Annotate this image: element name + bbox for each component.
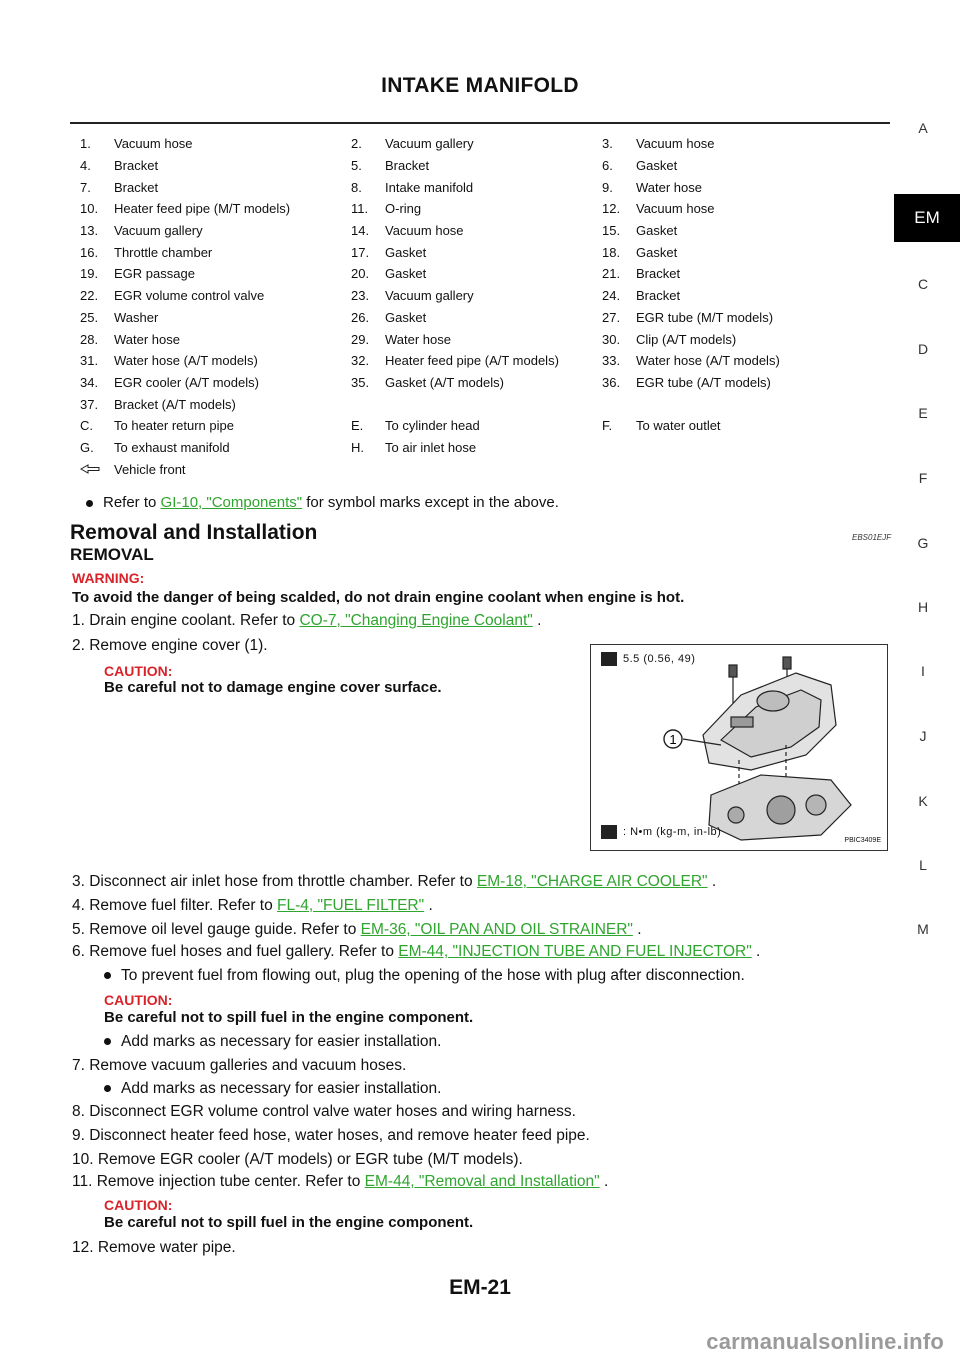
legend-row	[70, 198, 876, 220]
legend-cell	[341, 393, 592, 415]
legend-label: Heater feed pipe (M/T models)	[114, 201, 291, 217]
legend-number: 3.	[602, 136, 613, 152]
legend-label: Bracket (A/T models)	[114, 396, 236, 412]
legend-row	[70, 415, 876, 437]
legend-label: Vacuum hose	[636, 201, 715, 217]
side-index-m[interactable]: M	[917, 921, 929, 937]
caution-text: Be careful not to damage engine cover surface.	[104, 679, 442, 696]
legend-number: 26.	[351, 309, 370, 325]
legend-cell	[70, 437, 341, 459]
legend-cell	[70, 220, 341, 242]
legend-number: 7.	[80, 179, 91, 195]
legend-row	[70, 350, 876, 372]
side-index-h[interactable]: H	[917, 599, 929, 615]
legend-number: 36.	[602, 374, 621, 390]
legend-cell	[592, 198, 876, 220]
legend-cell	[592, 241, 876, 263]
step-6-bullet-1: To prevent fuel from flowing out, plug the opening of the hose with plug after disconnection.	[104, 967, 745, 985]
link-fl-4[interactable]: FL-4, "FUEL FILTER"	[277, 897, 425, 914]
legend-cell	[341, 350, 592, 372]
step-3: 3. Disconnect air inlet hose from throttle chamber. Refer to EM-18, "CHARGE AIR COOLER" .	[72, 873, 717, 890]
parts-legend-table	[70, 133, 876, 480]
legend-label: Clip (A/T models)	[636, 331, 737, 347]
legend-number: 14.	[351, 223, 370, 239]
callout-1: 1	[669, 732, 677, 747]
legend-label: Water hose (A/T models)	[114, 353, 258, 369]
legend-number: 12.	[602, 201, 621, 217]
legend-cell	[592, 393, 876, 415]
legend-cell	[70, 393, 341, 415]
step-4: 4. Remove fuel filter. Refer to FL-4, "FUEL FILTER" .	[72, 897, 433, 914]
legend-label: Gasket	[636, 223, 678, 239]
bullet-dot	[86, 500, 93, 507]
legend-cell	[70, 176, 341, 198]
legend-label: Water hose (A/T models)	[636, 353, 780, 369]
legend-cell	[70, 328, 341, 350]
link-gi-10-components[interactable]: GI-10, "Components"	[160, 494, 303, 511]
legend-label: Heater feed pipe (A/T models)	[385, 353, 559, 369]
legend-label: To heater return pipe	[114, 418, 234, 434]
legend-number: 31.	[80, 353, 99, 369]
legend-label: Gasket	[636, 158, 678, 174]
side-index-em[interactable]: EM	[894, 194, 960, 242]
caution-label: CAUTION:	[104, 1197, 173, 1213]
legend-label: Vehicle front	[114, 461, 186, 477]
legend-cell	[592, 328, 876, 350]
side-index-i[interactable]: I	[921, 663, 925, 679]
legend-number: 8.	[351, 179, 362, 195]
legend-number: 24.	[602, 288, 621, 304]
legend-number: 10.	[80, 201, 99, 217]
legend-cell	[341, 285, 592, 307]
legend-cell	[592, 133, 876, 155]
legend-row	[70, 263, 876, 285]
legend-label: Water hose	[114, 331, 180, 347]
legend-cell	[70, 350, 341, 372]
legend-label: To air inlet hose	[385, 439, 477, 455]
legend-number: 29.	[351, 331, 370, 347]
side-index-e[interactable]: E	[918, 405, 928, 421]
legend-number: 37.	[80, 396, 99, 412]
legend-number: 30.	[602, 331, 621, 347]
step-9: 9. Disconnect heater feed hose, water hoses, and remove heater feed pipe.	[72, 1127, 590, 1144]
legend-row	[70, 155, 876, 177]
legend-number: 5.	[351, 158, 362, 174]
legend-label: Gasket	[385, 309, 427, 325]
legend-label: O-ring	[385, 201, 422, 217]
legend-row	[70, 176, 876, 198]
warning-text: To avoid the danger of being scalded, do not drain engine coolant when engine is hot.	[72, 589, 685, 606]
legend-cell	[592, 350, 876, 372]
bullet-dot	[104, 1038, 111, 1045]
legend-number: 22.	[80, 288, 99, 304]
legend-number: E.	[351, 418, 364, 434]
legend-cell	[70, 285, 341, 307]
bullet-dot	[104, 1085, 111, 1092]
legend-row	[70, 133, 876, 155]
legend-number: 34.	[80, 374, 99, 390]
page-number: EM-21	[449, 1276, 511, 1299]
legend-number: 25.	[80, 309, 99, 325]
legend-number: 1.	[80, 136, 91, 152]
legend-label: EGR passage	[114, 266, 195, 282]
legend-label: Gasket	[636, 244, 678, 260]
legend-cell	[341, 241, 592, 263]
legend-cell	[70, 307, 341, 329]
page-title: INTAKE MANIFOLD	[381, 74, 579, 97]
legend-label: Gasket (A/T models)	[385, 374, 504, 390]
legend-number: 2.	[351, 136, 362, 152]
side-index-g[interactable]: G	[917, 535, 929, 551]
legend-number: G.	[80, 439, 94, 455]
legend-number: 28.	[80, 331, 99, 347]
bullet-dot	[104, 972, 111, 979]
legend-cell	[592, 176, 876, 198]
figure-id: PBIC3409E	[844, 837, 881, 844]
legend-row	[70, 307, 876, 329]
legend-cell	[70, 263, 341, 285]
side-index-k[interactable]: K	[918, 793, 928, 809]
legend-cell	[592, 415, 876, 437]
legend-cell	[341, 372, 592, 394]
warning-label: WARNING:	[72, 570, 145, 586]
legend-label: Bracket	[114, 179, 159, 195]
legend-label: Gasket	[385, 244, 427, 260]
legend-cell	[341, 198, 592, 220]
legend-row	[70, 458, 876, 480]
step-5: 5. Remove oil level gauge guide. Refer to EM-36, "OIL PAN AND OIL STRAINER" .	[72, 921, 642, 938]
caution-label: CAUTION:	[104, 663, 173, 679]
caution-text: Be careful not to spill fuel in the engine component.	[104, 1009, 474, 1026]
legend-cell	[592, 372, 876, 394]
step-6: 6. Remove fuel hoses and fuel gallery. Refer to EM-44, "INJECTION TUBE AND FUEL INJECTOR" .	[72, 943, 761, 960]
wrench-icon	[601, 825, 617, 839]
step-10: 10. Remove EGR cooler (A/T models) or EGR tube (M/T models).	[72, 1151, 523, 1168]
legend-number: 13.	[80, 223, 99, 239]
legend-label: EGR cooler (A/T models)	[114, 374, 259, 390]
side-index-f[interactable]: F	[918, 470, 928, 486]
engine-cover-figure	[590, 644, 888, 851]
legend-number: H.	[351, 439, 364, 455]
legend-number: 20.	[351, 266, 370, 282]
legend-row	[70, 372, 876, 394]
legend-row	[70, 220, 876, 242]
legend-cell	[70, 415, 341, 437]
legend-label: To exhaust manifold	[114, 439, 230, 455]
legend-cell	[341, 133, 592, 155]
legend-cell	[592, 307, 876, 329]
side-index-j[interactable]: J	[919, 728, 927, 744]
legend-number: 27.	[602, 309, 621, 325]
engine-cover-illustration	[591, 645, 887, 850]
refer-prefix: Refer to	[103, 494, 161, 511]
legend-number: 35.	[351, 374, 370, 390]
link-em-18[interactable]: EM-18, "CHARGE AIR COOLER"	[476, 873, 708, 890]
legend-label: EGR tube (M/T models)	[636, 309, 774, 325]
legend-number: 9.	[602, 179, 613, 195]
legend-number: 6.	[602, 158, 613, 174]
link-co-7[interactable]: CO-7, "Changing Engine Coolant"	[299, 612, 533, 629]
legend-cell	[70, 155, 341, 177]
legend-label: Bracket	[114, 158, 159, 174]
legend-label: Bracket	[636, 288, 681, 304]
legend-cell	[70, 133, 341, 155]
legend-number: 33.	[602, 353, 621, 369]
legend-cell	[592, 263, 876, 285]
section-code: EBS01EJF	[852, 533, 892, 542]
legend-cell	[70, 372, 341, 394]
side-index-l[interactable]: L	[919, 857, 927, 873]
legend-cell	[341, 220, 592, 242]
legend-cell	[592, 155, 876, 177]
header-rule	[70, 122, 890, 124]
step-7: 7. Remove vacuum galleries and vacuum hoses.	[72, 1057, 407, 1074]
legend-number: 16.	[80, 244, 99, 260]
legend-cell	[341, 415, 592, 437]
subsection-title: REMOVAL	[70, 545, 154, 564]
unit-label: : N•m (kg-m, in-lb)	[601, 825, 721, 839]
legend-cell	[341, 307, 592, 329]
step-7-bullet: Add marks as necessary for easier installation.	[104, 1080, 441, 1098]
section-title: Removal and Installation	[70, 521, 318, 544]
legend-cell	[341, 263, 592, 285]
torque-label: 5.5 (0.56, 49)	[601, 652, 695, 666]
legend-number: 23.	[351, 288, 370, 304]
legend-number: 4.	[80, 158, 91, 174]
link-em-44-removal[interactable]: EM-44, "Removal and Installation"	[364, 1173, 600, 1190]
step-11: 11. Remove injection tube center. Refer to EM-44, "Removal and Installation" .	[72, 1173, 609, 1190]
legend-cell	[70, 458, 341, 480]
legend-number: 32.	[351, 353, 370, 369]
legend-label: Vacuum hose	[385, 223, 464, 239]
legend-cell	[592, 285, 876, 307]
legend-cell	[592, 437, 876, 459]
refer-suffix: for symbol marks except in the above.	[302, 494, 559, 511]
legend-label: Bracket	[385, 158, 430, 174]
legend-cell	[70, 241, 341, 263]
legend-cell	[70, 198, 341, 220]
side-index-c[interactable]: C	[917, 276, 929, 292]
legend-label: Gasket	[385, 266, 427, 282]
legend-label: Vacuum hose	[636, 136, 715, 152]
watermark: carmanualsonline.info	[706, 1329, 944, 1354]
link-em-36[interactable]: EM-36, "OIL PAN AND OIL STRAINER"	[360, 921, 633, 938]
legend-label: Intake manifold	[385, 179, 474, 195]
legend-number: F.	[602, 418, 613, 434]
legend-row	[70, 393, 876, 415]
step-8: 8. Disconnect EGR volume control valve water hoses and wiring harness.	[72, 1103, 576, 1120]
legend-label: EGR volume control valve	[114, 288, 265, 304]
legend-number: 17.	[351, 244, 370, 260]
refer-note	[86, 494, 559, 511]
legend-label: Vacuum gallery	[385, 288, 474, 304]
side-index-a[interactable]: A	[918, 120, 928, 136]
legend-cell	[341, 437, 592, 459]
legend-label: Vacuum hose	[114, 136, 193, 152]
step-2: 2. Remove engine cover (1).	[72, 637, 268, 654]
step-12: 12. Remove water pipe.	[72, 1239, 236, 1256]
legend-number: 21.	[602, 266, 621, 282]
side-index-d[interactable]: D	[917, 341, 929, 357]
legend-label: Vacuum gallery	[385, 136, 474, 152]
legend-row	[70, 285, 876, 307]
legend-cell	[592, 220, 876, 242]
step-1: 1. Drain engine coolant. Refer to CO-7, "Changing Engine Coolant" .	[72, 612, 542, 629]
legend-label: Water hose	[385, 331, 451, 347]
legend-label: Washer	[114, 309, 159, 325]
vehicle-front-arrow-icon	[70, 462, 114, 477]
legend-label: To water outlet	[636, 418, 721, 434]
legend-row	[70, 328, 876, 350]
caution-label: CAUTION:	[104, 992, 173, 1008]
legend-row	[70, 437, 876, 459]
legend-number: 18.	[602, 244, 621, 260]
legend-cell	[341, 328, 592, 350]
legend-cell	[341, 155, 592, 177]
legend-label: Water hose	[636, 179, 702, 195]
legend-row	[70, 241, 876, 263]
legend-number: 15.	[602, 223, 621, 239]
caution-text: Be careful not to spill fuel in the engine component.	[104, 1214, 474, 1231]
legend-number: 11.	[351, 201, 369, 217]
legend-label: Bracket	[636, 266, 681, 282]
step-6-bullet-2: Add marks as necessary for easier installation.	[104, 1033, 441, 1051]
legend-cell	[341, 176, 592, 198]
link-em-44-injection[interactable]: EM-44, "INJECTION TUBE AND FUEL INJECTOR"	[398, 943, 752, 960]
legend-label: To cylinder head	[385, 418, 480, 434]
legend-label: Throttle chamber	[114, 244, 213, 260]
legend-label: Vacuum gallery	[114, 223, 203, 239]
legend-label: EGR tube (A/T models)	[636, 374, 771, 390]
legend-number: 19.	[80, 266, 99, 282]
legend-number: C.	[80, 418, 93, 434]
